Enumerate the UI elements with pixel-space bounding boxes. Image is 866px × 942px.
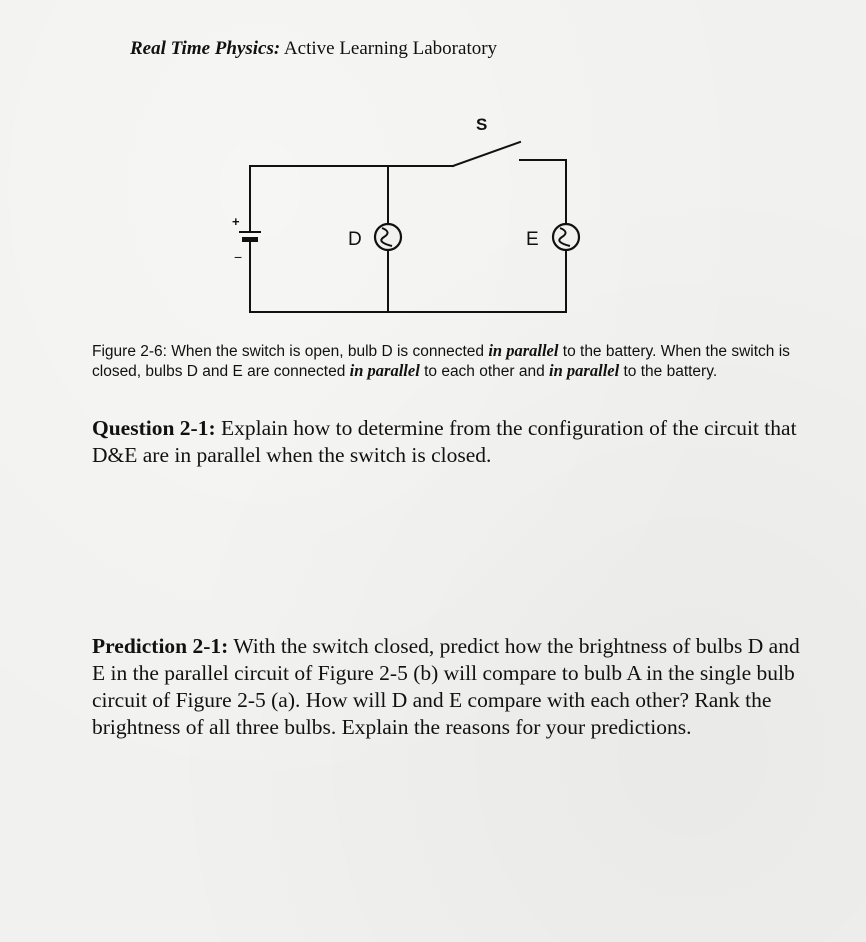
battery-minus-sign: −: [234, 249, 243, 265]
question-label: Question 2-1:: [92, 416, 216, 440]
wire-top-right: [520, 160, 566, 224]
caption-emphasis-1: in parallel: [488, 341, 559, 360]
page-header: [130, 38, 497, 60]
caption-emphasis-3: in parallel: [549, 361, 620, 380]
caption-emphasis-2: in parallel: [349, 361, 420, 380]
battery-symbol: [232, 214, 261, 265]
switch-blade: [453, 142, 520, 166]
circuit-diagram: [220, 108, 600, 328]
prediction-label: Prediction 2-1:: [92, 634, 229, 658]
prediction-text: With the switch closed, predict how the brightness of bulbs D and E in the parallel circuit of Figure 2-5 (b) will compare to bulb A in the single bulb circuit of Figure 2-5 (a). How will D and E compare with each other? Rank the brightness of all three bulbs. Explain the reasons for your predictions.: [92, 634, 800, 739]
battery-plus-sign: +: [232, 214, 240, 229]
question-2-1: [92, 415, 802, 469]
bulb-e: [526, 224, 579, 250]
caption-text-2: to the battery. When the switch is closed, bulbs D and E are connected: [92, 343, 790, 380]
bulb-e-label: E: [526, 229, 539, 250]
caption-text-4: to the battery.: [619, 363, 718, 380]
bulb-d: [348, 224, 401, 250]
figure-caption: [92, 341, 792, 381]
bulb-d-label: D: [348, 229, 362, 250]
caption-text-1: Figure 2-6: When the switch is open, bulb D is connected: [92, 343, 489, 360]
prediction-2-1: [92, 633, 802, 741]
question-text: Explain how to determine from the configuration of the circuit that D&E are in parallel when the switch is closed.: [92, 416, 797, 467]
header-subtitle: Active Learning Laboratory: [283, 38, 498, 59]
caption-text-3: to each other and: [419, 363, 550, 380]
switch-label: S: [476, 115, 488, 134]
header-book-title: Real Time Physics:: [130, 38, 281, 59]
